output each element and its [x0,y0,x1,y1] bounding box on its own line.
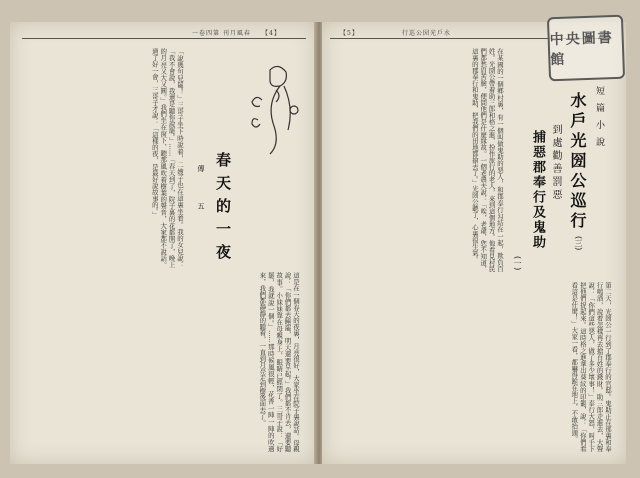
right-page-number: 【5】 [340,30,359,37]
right-body-upper: 在某國的一個鄉村裏，有一個叫做鬼助的惡人，和郡奉行勾結在一起，欺負百姓。光圀公帶着助三郎和格之進，扮作旅行的老人，來到這個地方。他看見村民們都愁眉苦臉，便問他們是什麼緣故。一個老農夫說：「唉，老爺，您不知道，這裏的郡奉行和鬼助，把我們的田地都搶去了。」光圀公聽了，心裏很生氣。 [470,48,504,272]
left-body-lower: 這是在一個春天的夜裏，月亮很好，大家坐在院子裏說話。母親說：「你們都去睡罷，明天還要早起。」我們都不肯去，還要聽故事。小妹妹靠在母親身上，眼睛已經閉了。三哥子說：「好罷，我就說一個。」……那時候風很輕，花香一陣一陣的吹過來，我們都靜靜的聽着，一直到月亮走到樹後面去了。 [258,272,300,452]
right-body-lower: 第二天，光圀公一行到了郡奉行的官邸。鬼助正在那裏和奉行喝酒，說着怎樣再去搶百姓的錢財。助三郎走進去，大聲說：「你們這些惡人，做了多少壞事！」奉行大怒，叫手下把他們捉起來。這時格之進拿出葵紋的印籠，說：「你們看看這是什麼！」大家一看，都嚇得跪在地上，不敢抬頭。 [570,282,612,452]
woman-illustration [250,60,302,156]
library-stamp: 中央圖書館 [547,15,625,82]
left-body-upper: 「說幾句兒罷！」三哥子坐下時說着，二嫂子也在這裏坐着。我的女兒說：「我不會說，我還是聽你說罷。」……「春天到了，院子裏的花都開了，晚上的月亮又大又圓。」我們坐在窗下，聽那風吹着樹葉的聲音，大家都不說話。過了好一會，三哥子才說：「這樣的夜，是最好說故事的。」 [150,48,184,268]
series-label: 短篇小說 [594,86,604,154]
subtitle-part: (一) [513,256,522,271]
article-part: (三) [574,236,583,251]
left-header-rule [22,38,306,39]
right-page-header: 行巡公圀光戶水 [402,30,452,37]
story-title: 春天的一夜 [214,152,232,267]
left-page-header: 一卷四第 刊月風春 [192,30,251,37]
article-title: 水戶光圀公巡行 [568,92,587,232]
story-author: 傳 五 [197,165,205,224]
subtitle-1: 到處勸善罰惡 [550,124,561,202]
subtitle-2: 捕惡郡奉行及鬼助 [530,130,545,250]
left-page-number: 【4】 [262,30,281,37]
